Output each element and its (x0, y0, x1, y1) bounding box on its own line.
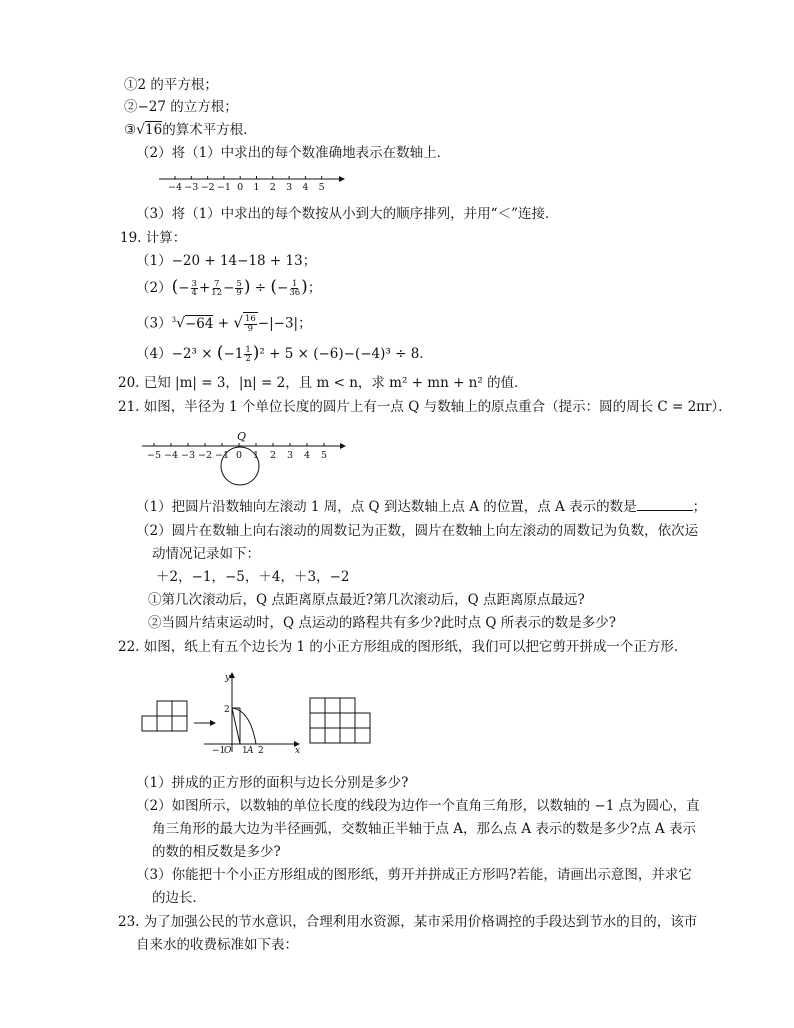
svg-text:−1: −1 (212, 746, 226, 756)
q21-part1: （1）把圆片沿数轴向左滚动 1 周，点 Q 到达数轴上点 A 的位置，点 A 表示的数是 ； (136, 499, 707, 515)
svg-text:y: y (225, 673, 231, 683)
tick-label: −3 (184, 182, 199, 193)
fraction: $\frac{5}{9}$ (236, 278, 242, 298)
tick-label: 3 (286, 450, 294, 461)
tick-label: 5 (320, 450, 328, 461)
tick-label: 2 (269, 182, 276, 193)
fraction: $\frac{1}{2}$ (245, 344, 251, 364)
svg-text:A: A (247, 746, 254, 756)
q23-line1: 23. 为了加强公民的节水意识，合理利用水资源，某市采用价格调控的手段达到节水的目的，该市 (118, 914, 698, 930)
q19-part1: （1）−20 + 14−18 + 13； (136, 253, 317, 269)
q23-line2: 自来水的收费标准如下表： (136, 937, 298, 953)
sqrt-sign: √ (136, 122, 146, 138)
q22-part2-line3: 的数的相反数是多少? (152, 844, 281, 860)
q21-part2-line1: （2）圆片在数轴上向右滚动的周数记为正数，圆片在数轴上向左滚动的周数记为负数，依次运 (136, 523, 699, 539)
svg-text:2: 2 (258, 746, 264, 756)
tick-label: 2 (269, 450, 277, 461)
q22-part2-line2: 角三角形的最大边为半径画弧，交数轴正半轴于点 A，那么点 A 表示的数是多少?点 A 表示 (152, 821, 696, 837)
q22-part2-line1: （2）如图所示，以数轴的单位长度的线段为边作一个直角三角形，以数轴的 −1 点为圆心，直 (136, 798, 700, 814)
q21-sub1: ①第几次滚动后，Q 点距离原点最近?第几次滚动后，Q 点距离原点最远? (148, 592, 585, 608)
ten-square-shape (310, 698, 370, 743)
q19-part4: （4）−2³ × (−1 $\frac{1}{2}$ )² + 5 × (−6)−(−4)³ ÷ 8． (136, 343, 433, 364)
q22-part1: （1）拼成的正方形的面积与边长分别是多少? (136, 775, 409, 791)
tick-label: 4 (303, 450, 311, 461)
tick-label: −3 (180, 450, 196, 461)
q18-part3: （3）将（1）中求出的每个数按从小到大的顺序排列，并用“＜”连接． (136, 206, 559, 222)
q18-part2: （2）将（1）中求出的每个数准确地表示在数轴上． (136, 145, 451, 161)
q21-sub2: ②当圆片结束运动时，Q 点运动的路程共有多少?此时点 Q 所表示的数是多少? (148, 615, 616, 631)
fraction: $\frac{1}{36}$ (289, 278, 301, 298)
tick-label: 0 (235, 450, 243, 461)
q19-part2: （2）(− $\frac{3}{4}$ + $\frac{7}{12}$ − $\frac{5}{9}$ ) ÷ (− $\frac{1}{36}$ )； (136, 277, 322, 298)
point-q-label: Q (237, 430, 247, 443)
q21-intro: 21. 如图，半径为 1 个单位长度的圆片上有一点 Q 与数轴上的原点重合（提示：圆的周长 C = 2πr）． (118, 399, 732, 415)
q21-part2-line2: 动情况记录如下： (152, 546, 260, 562)
tick-label: −4 (167, 182, 183, 193)
q18-number-line (155, 170, 355, 200)
fraction: $\frac{3}{4}$ (191, 278, 197, 298)
tick-label: 1 (252, 450, 260, 461)
q19-title: 19. 计算： (120, 230, 187, 246)
fraction: $\frac{7}{12}$ (211, 278, 223, 298)
tick-label: −1 (216, 182, 231, 193)
q18-item3: ③√16的算术平方根． (124, 122, 257, 138)
q21-number-line (140, 430, 360, 490)
five-square-shape (142, 701, 187, 731)
tick-label: −2 (197, 450, 213, 461)
tick-label: 4 (302, 182, 309, 193)
q18-item2: ②−27 的立方根； (124, 99, 238, 115)
tick-label: 0 (237, 182, 244, 193)
q22-figure (140, 668, 380, 758)
q19-part3: $(3)^3√-64$ + √ $\frac{16}{9}$ −|−3|； (136, 313, 312, 334)
q22-part3-line1: （3）你能把十个小正方形组成的图形纸，剪开并拼成正方形吗?若能，请画出示意图，并求它 (136, 867, 692, 883)
fraction: $\frac{16}{9}$ (244, 314, 256, 334)
svg-text:2: 2 (224, 705, 230, 715)
svg-text:O: O (224, 746, 232, 756)
tick-label: −2 (200, 182, 215, 193)
q21-record: ＋2，−1，−5，＋4，＋3，−2 (156, 569, 350, 585)
svg-text:1: 1 (242, 746, 248, 756)
tick-label: 3 (286, 182, 293, 193)
tick-label: 5 (318, 182, 325, 193)
tick-label: −4 (163, 450, 179, 461)
q20-text: 20. 已知 |m| = 3，|n| = 2，且 m < n，求 m² + mn + n² 的值． (118, 375, 528, 391)
tick-label: −1 (214, 450, 230, 461)
answer-blank (637, 498, 693, 511)
tick-label: 1 (253, 182, 260, 193)
q22-intro: 22. 如图，纸上有五个边长为 1 的小正方形组成的图形纸，我们可以把它剪开拼成一个正方形． (118, 639, 688, 655)
q18-item1: ①2 的平方根； (124, 77, 218, 93)
svg-text:x: x (295, 746, 301, 756)
tick-label: −5 (146, 450, 162, 461)
q22-part3-line2: 的边长． (152, 890, 206, 906)
